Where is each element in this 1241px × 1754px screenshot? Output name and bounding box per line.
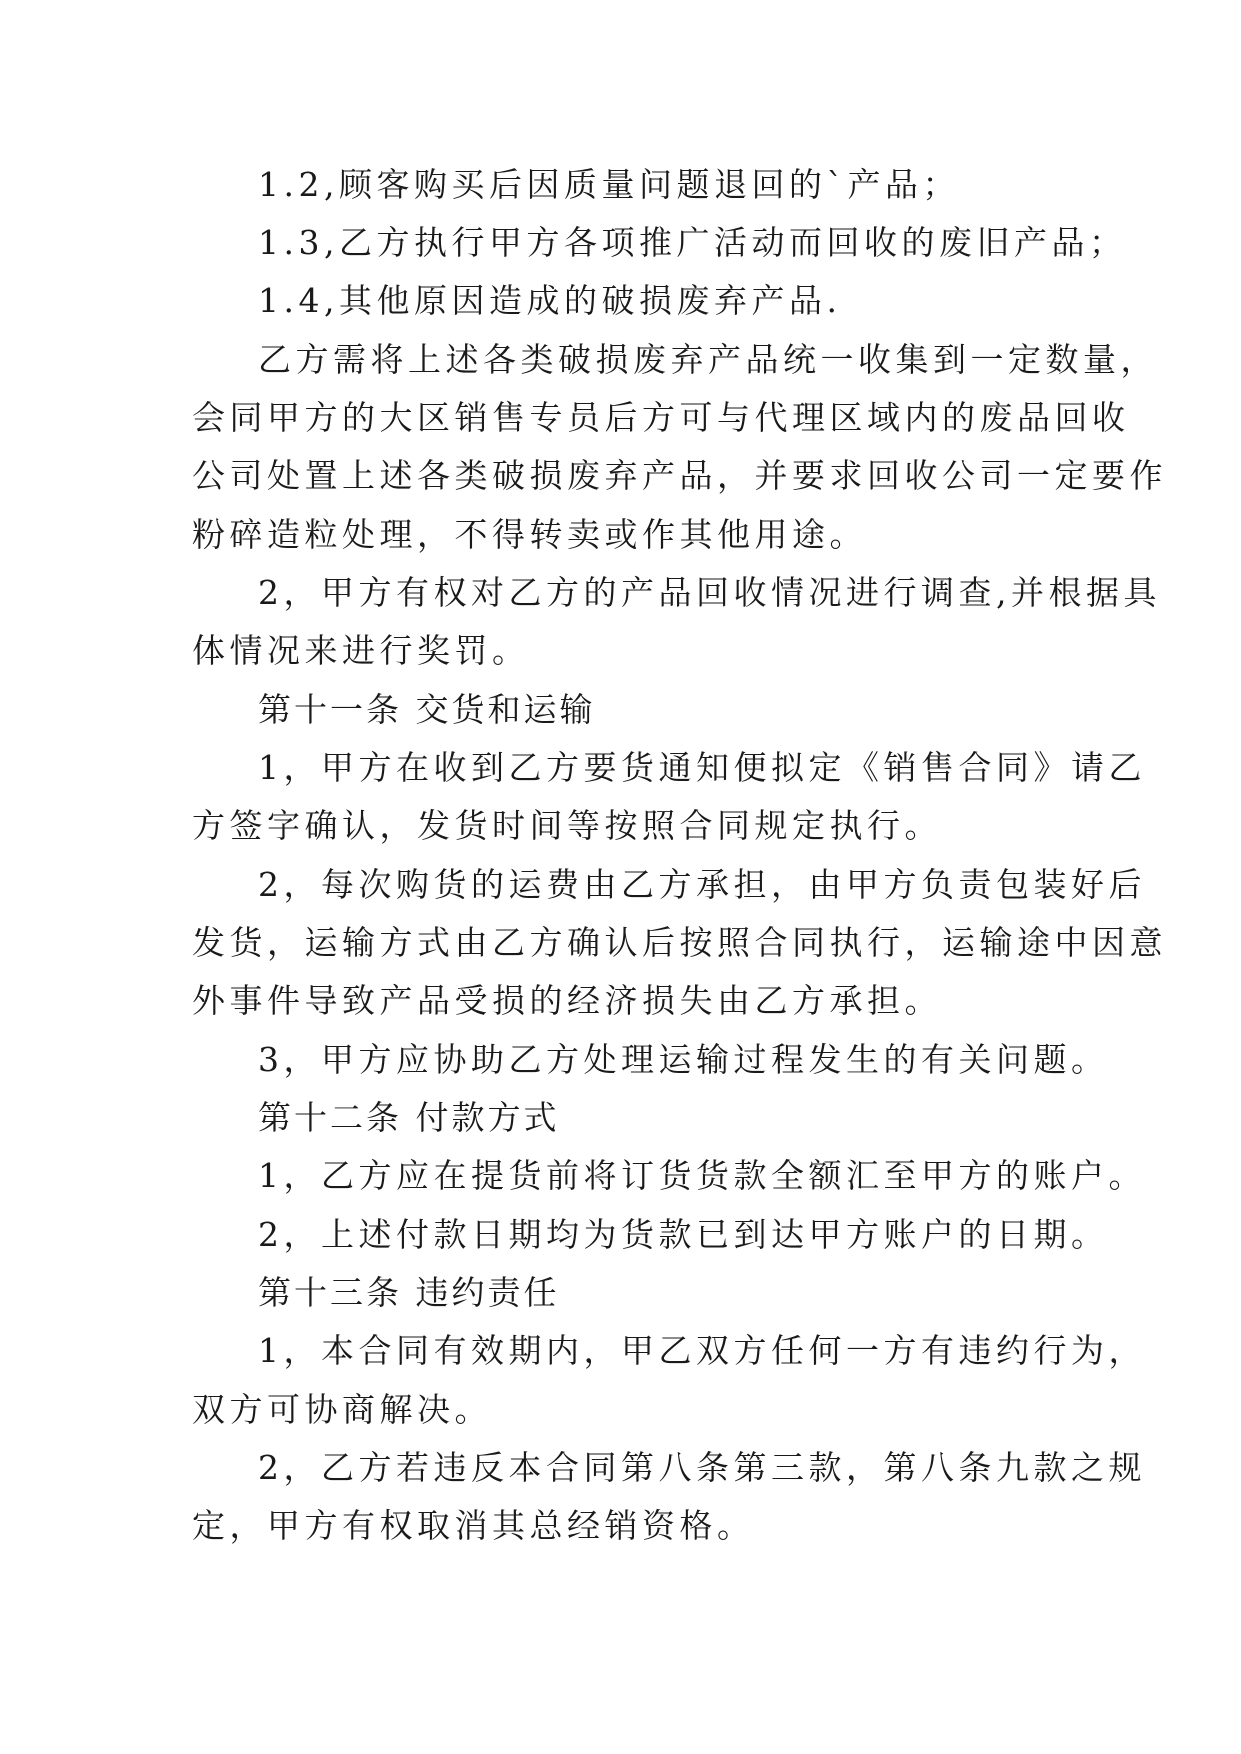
paragraph-line: 2，乙方若违反本合同第八条第三款，第八条九款之规 xyxy=(258,1448,1146,1487)
paragraph-line: 公司处置上述各类破损废弃产品，并要求回收公司一定要作 xyxy=(192,456,1167,495)
paragraph-line: 方签字确认，发货时间等按照合同规定执行。 xyxy=(192,806,942,845)
paragraph-line: 发货，运输方式由乙方确认后按照合同执行，运输途中因意 xyxy=(192,923,1167,962)
paragraph-line: 1，乙方应在提货前将订货货款全额汇至甲方的账户。 xyxy=(258,1156,1146,1195)
paragraph-line: 双方可协商解决。 xyxy=(192,1390,492,1429)
paragraph-line: 2，每次购货的运费由乙方承担，由甲方负责包装好后 xyxy=(258,865,1146,904)
paragraph-line: 粉碎造粒处理，不得转卖或作其他用途。 xyxy=(192,515,867,554)
paragraph-line: 定，甲方有权取消其总经销资格。 xyxy=(192,1506,755,1545)
paragraph-line: 2，甲方有权对乙方的产品回收情况进行调查,并根据具 xyxy=(258,573,1161,612)
paragraph-line: 1，甲方在收到乙方要货通知便拟定《销售合同》请乙 xyxy=(258,748,1146,787)
section-heading-11: 第十一条 交货和运输 xyxy=(258,690,596,729)
paragraph-line: 体情况来进行奖罚。 xyxy=(192,631,530,670)
paragraph-line: 1，本合同有效期内，甲乙双方任何一方有违约行为， xyxy=(258,1331,1146,1370)
section-heading-13: 第十三条 违约责任 xyxy=(258,1273,560,1312)
paragraph-line: 2，上述付款日期均为货款已到达甲方账户的日期。 xyxy=(258,1215,1109,1254)
clause-1-4: 1.4,其他原因造成的破损废弃产品. xyxy=(258,281,842,320)
paragraph-line: 会同甲方的大区销售专员后方可与代理区域内的废品回收 xyxy=(192,398,1130,437)
section-heading-12: 第十二条 付款方式 xyxy=(258,1098,560,1137)
paragraph-line: 外事件导致产品受损的经济损失由乙方承担。 xyxy=(192,981,942,1020)
clause-1-3: 1.3,乙方执行甲方各项推广活动而回收的废旧产品； xyxy=(258,223,1127,262)
paragraph-line: 3，甲方应协助乙方处理运输过程发生的有关问题。 xyxy=(258,1040,1109,1079)
clause-1-2: 1.2,顾客购买后因质量问题退回的`产品； xyxy=(258,165,960,204)
paragraph-line: 乙方需将上述各类破损废弃产品统一收集到一定数量， xyxy=(258,340,1158,379)
